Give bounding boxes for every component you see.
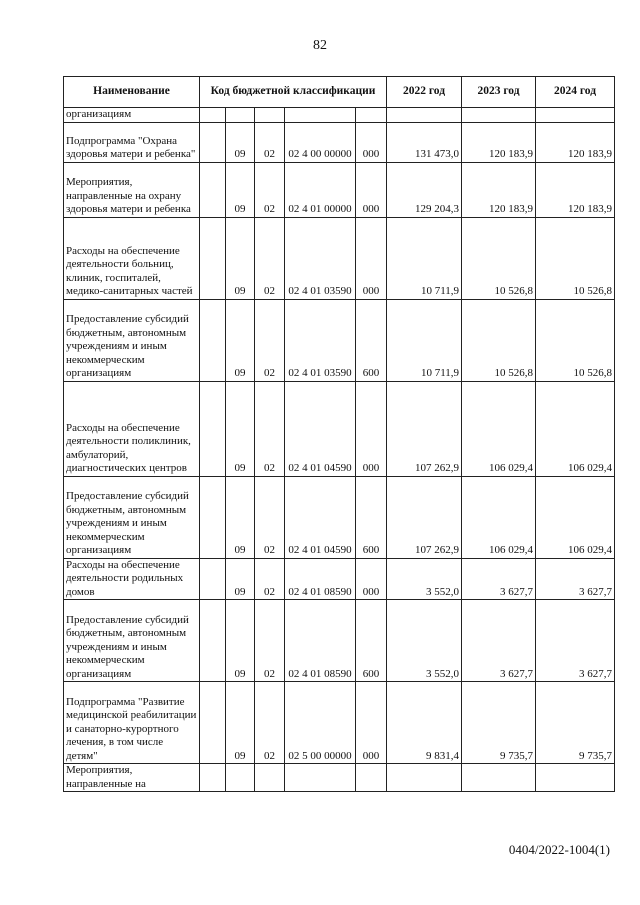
code-target-article: 02 4 01 04590 [285, 476, 356, 558]
code-section [226, 764, 255, 792]
code-expense-type: 000 [356, 682, 387, 764]
code-section [226, 108, 255, 123]
value-2024: 106 029,4 [536, 476, 615, 558]
value-2023: 3 627,7 [462, 558, 536, 600]
spacer-cell [200, 381, 226, 476]
row-name: Мероприятия, направленные на охрану здоровья матери и ребенка [64, 162, 200, 217]
code-expense-type [356, 108, 387, 123]
table-row [64, 558, 615, 600]
value-2022: 3 552,0 [387, 600, 462, 682]
row-name: Подпрограмма "Развитие медицинской реабилитации и санаторно-курортного лечения, в том числе детям" [64, 682, 200, 764]
table-row [64, 764, 615, 792]
code-target-article: 02 4 01 04590 [285, 381, 356, 476]
spacer-cell [200, 108, 226, 123]
spacer-cell [200, 162, 226, 217]
value-2023: 9 735,7 [462, 682, 536, 764]
code-expense-type: 000 [356, 162, 387, 217]
spacer-cell [200, 600, 226, 682]
code-section: 09 [226, 217, 255, 299]
code-expense-type [356, 764, 387, 792]
spacer-cell [200, 217, 226, 299]
table-row [64, 476, 615, 558]
code-target-article: 02 4 01 08590 [285, 558, 356, 600]
code-subsection: 02 [255, 558, 285, 600]
row-name: Предоставление субсидий бюджетным, автономным учреждениям и иным некоммерческим организациям [64, 600, 200, 682]
code-subsection: 02 [255, 381, 285, 476]
code-target-article [285, 108, 356, 123]
code-expense-type: 000 [356, 122, 387, 162]
table-body [64, 108, 615, 792]
spacer-cell [200, 122, 226, 162]
spacer-cell [200, 299, 226, 381]
value-2022: 9 831,4 [387, 682, 462, 764]
value-2024: 106 029,4 [536, 381, 615, 476]
code-subsection: 02 [255, 476, 285, 558]
code-section: 09 [226, 558, 255, 600]
row-name: Подпрограмма "Охрана здоровья матери и ребенка" [64, 122, 200, 162]
value-2022: 3 552,0 [387, 558, 462, 600]
table-row [64, 122, 615, 162]
value-2023 [462, 108, 536, 123]
header-name: Наименование [64, 77, 200, 108]
value-2024: 120 183,9 [536, 122, 615, 162]
row-name: Предоставление субсидий бюджетным, автономным учреждениям и иным некоммерческим организациям [64, 299, 200, 381]
code-section: 09 [226, 600, 255, 682]
table-header-row [64, 77, 615, 108]
value-2023: 3 627,7 [462, 600, 536, 682]
value-2023: 106 029,4 [462, 381, 536, 476]
value-2024: 9 735,7 [536, 682, 615, 764]
code-subsection: 02 [255, 122, 285, 162]
code-section: 09 [226, 162, 255, 217]
value-2022: 129 204,3 [387, 162, 462, 217]
spacer-cell [200, 476, 226, 558]
header-2024: 2024 год [536, 77, 615, 108]
value-2024: 120 183,9 [536, 162, 615, 217]
value-2023 [462, 764, 536, 792]
code-target-article: 02 4 01 03590 [285, 299, 356, 381]
value-2022: 131 473,0 [387, 122, 462, 162]
table-row [64, 381, 615, 476]
spacer-cell [200, 682, 226, 764]
value-2023: 10 526,8 [462, 217, 536, 299]
code-target-article [285, 764, 356, 792]
value-2022: 107 262,9 [387, 476, 462, 558]
header-2023: 2023 год [462, 77, 536, 108]
value-2023: 10 526,8 [462, 299, 536, 381]
code-target-article: 02 4 01 08590 [285, 600, 356, 682]
spacer-cell [200, 558, 226, 600]
value-2023: 120 183,9 [462, 162, 536, 217]
code-section: 09 [226, 682, 255, 764]
row-name: Предоставление субсидий бюджетным, автономным учреждениям и иным некоммерческим организациям [64, 476, 200, 558]
value-2024 [536, 764, 615, 792]
value-2022: 10 711,9 [387, 299, 462, 381]
table-row [64, 217, 615, 299]
code-target-article: 02 5 00 00000 [285, 682, 356, 764]
value-2024 [536, 108, 615, 123]
header-code: Код бюджетной классификации [200, 77, 387, 108]
value-2024: 3 627,7 [536, 600, 615, 682]
value-2023: 106 029,4 [462, 476, 536, 558]
code-subsection: 02 [255, 162, 285, 217]
code-subsection: 02 [255, 217, 285, 299]
table-row [64, 162, 615, 217]
table-row [64, 299, 615, 381]
code-section: 09 [226, 122, 255, 162]
value-2022 [387, 108, 462, 123]
value-2023: 120 183,9 [462, 122, 536, 162]
document-id: 0404/2022-1004(1) [508, 842, 610, 857]
row-name: Расходы на обеспечение деятельности родильных домов [64, 558, 200, 600]
header-2022: 2022 год [387, 77, 462, 108]
value-2024: 10 526,8 [536, 299, 615, 381]
code-expense-type: 000 [356, 381, 387, 476]
spacer-cell [200, 764, 226, 792]
row-name: организациям [64, 108, 200, 123]
value-2022: 107 262,9 [387, 381, 462, 476]
code-subsection [255, 764, 285, 792]
table-row [64, 108, 615, 123]
table-row [64, 600, 615, 682]
value-2022: 10 711,9 [387, 217, 462, 299]
code-subsection: 02 [255, 299, 285, 381]
code-subsection: 02 [255, 682, 285, 764]
code-expense-type: 600 [356, 299, 387, 381]
code-expense-type: 000 [356, 558, 387, 600]
code-subsection [255, 108, 285, 123]
code-expense-type: 600 [356, 600, 387, 682]
table-row [64, 682, 615, 764]
code-section: 09 [226, 381, 255, 476]
code-target-article: 02 4 00 00000 [285, 122, 356, 162]
code-target-article: 02 4 01 03590 [285, 217, 356, 299]
code-expense-type: 000 [356, 217, 387, 299]
code-target-article: 02 4 01 00000 [285, 162, 356, 217]
value-2024: 10 526,8 [536, 217, 615, 299]
code-expense-type: 600 [356, 476, 387, 558]
code-subsection: 02 [255, 600, 285, 682]
budget-table [63, 76, 615, 792]
value-2024: 3 627,7 [536, 558, 615, 600]
code-section: 09 [226, 476, 255, 558]
code-section: 09 [226, 299, 255, 381]
row-name: Расходы на обеспечение деятельности больниц, клиник, госпиталей, медико-санитарных частей [64, 217, 200, 299]
value-2022 [387, 764, 462, 792]
row-name: Расходы на обеспечение деятельности поликлиник, амбулаторий, диагностических центров [64, 381, 200, 476]
page-number: 82 [313, 38, 327, 53]
row-name: Мероприятия, направленные на [64, 764, 200, 792]
